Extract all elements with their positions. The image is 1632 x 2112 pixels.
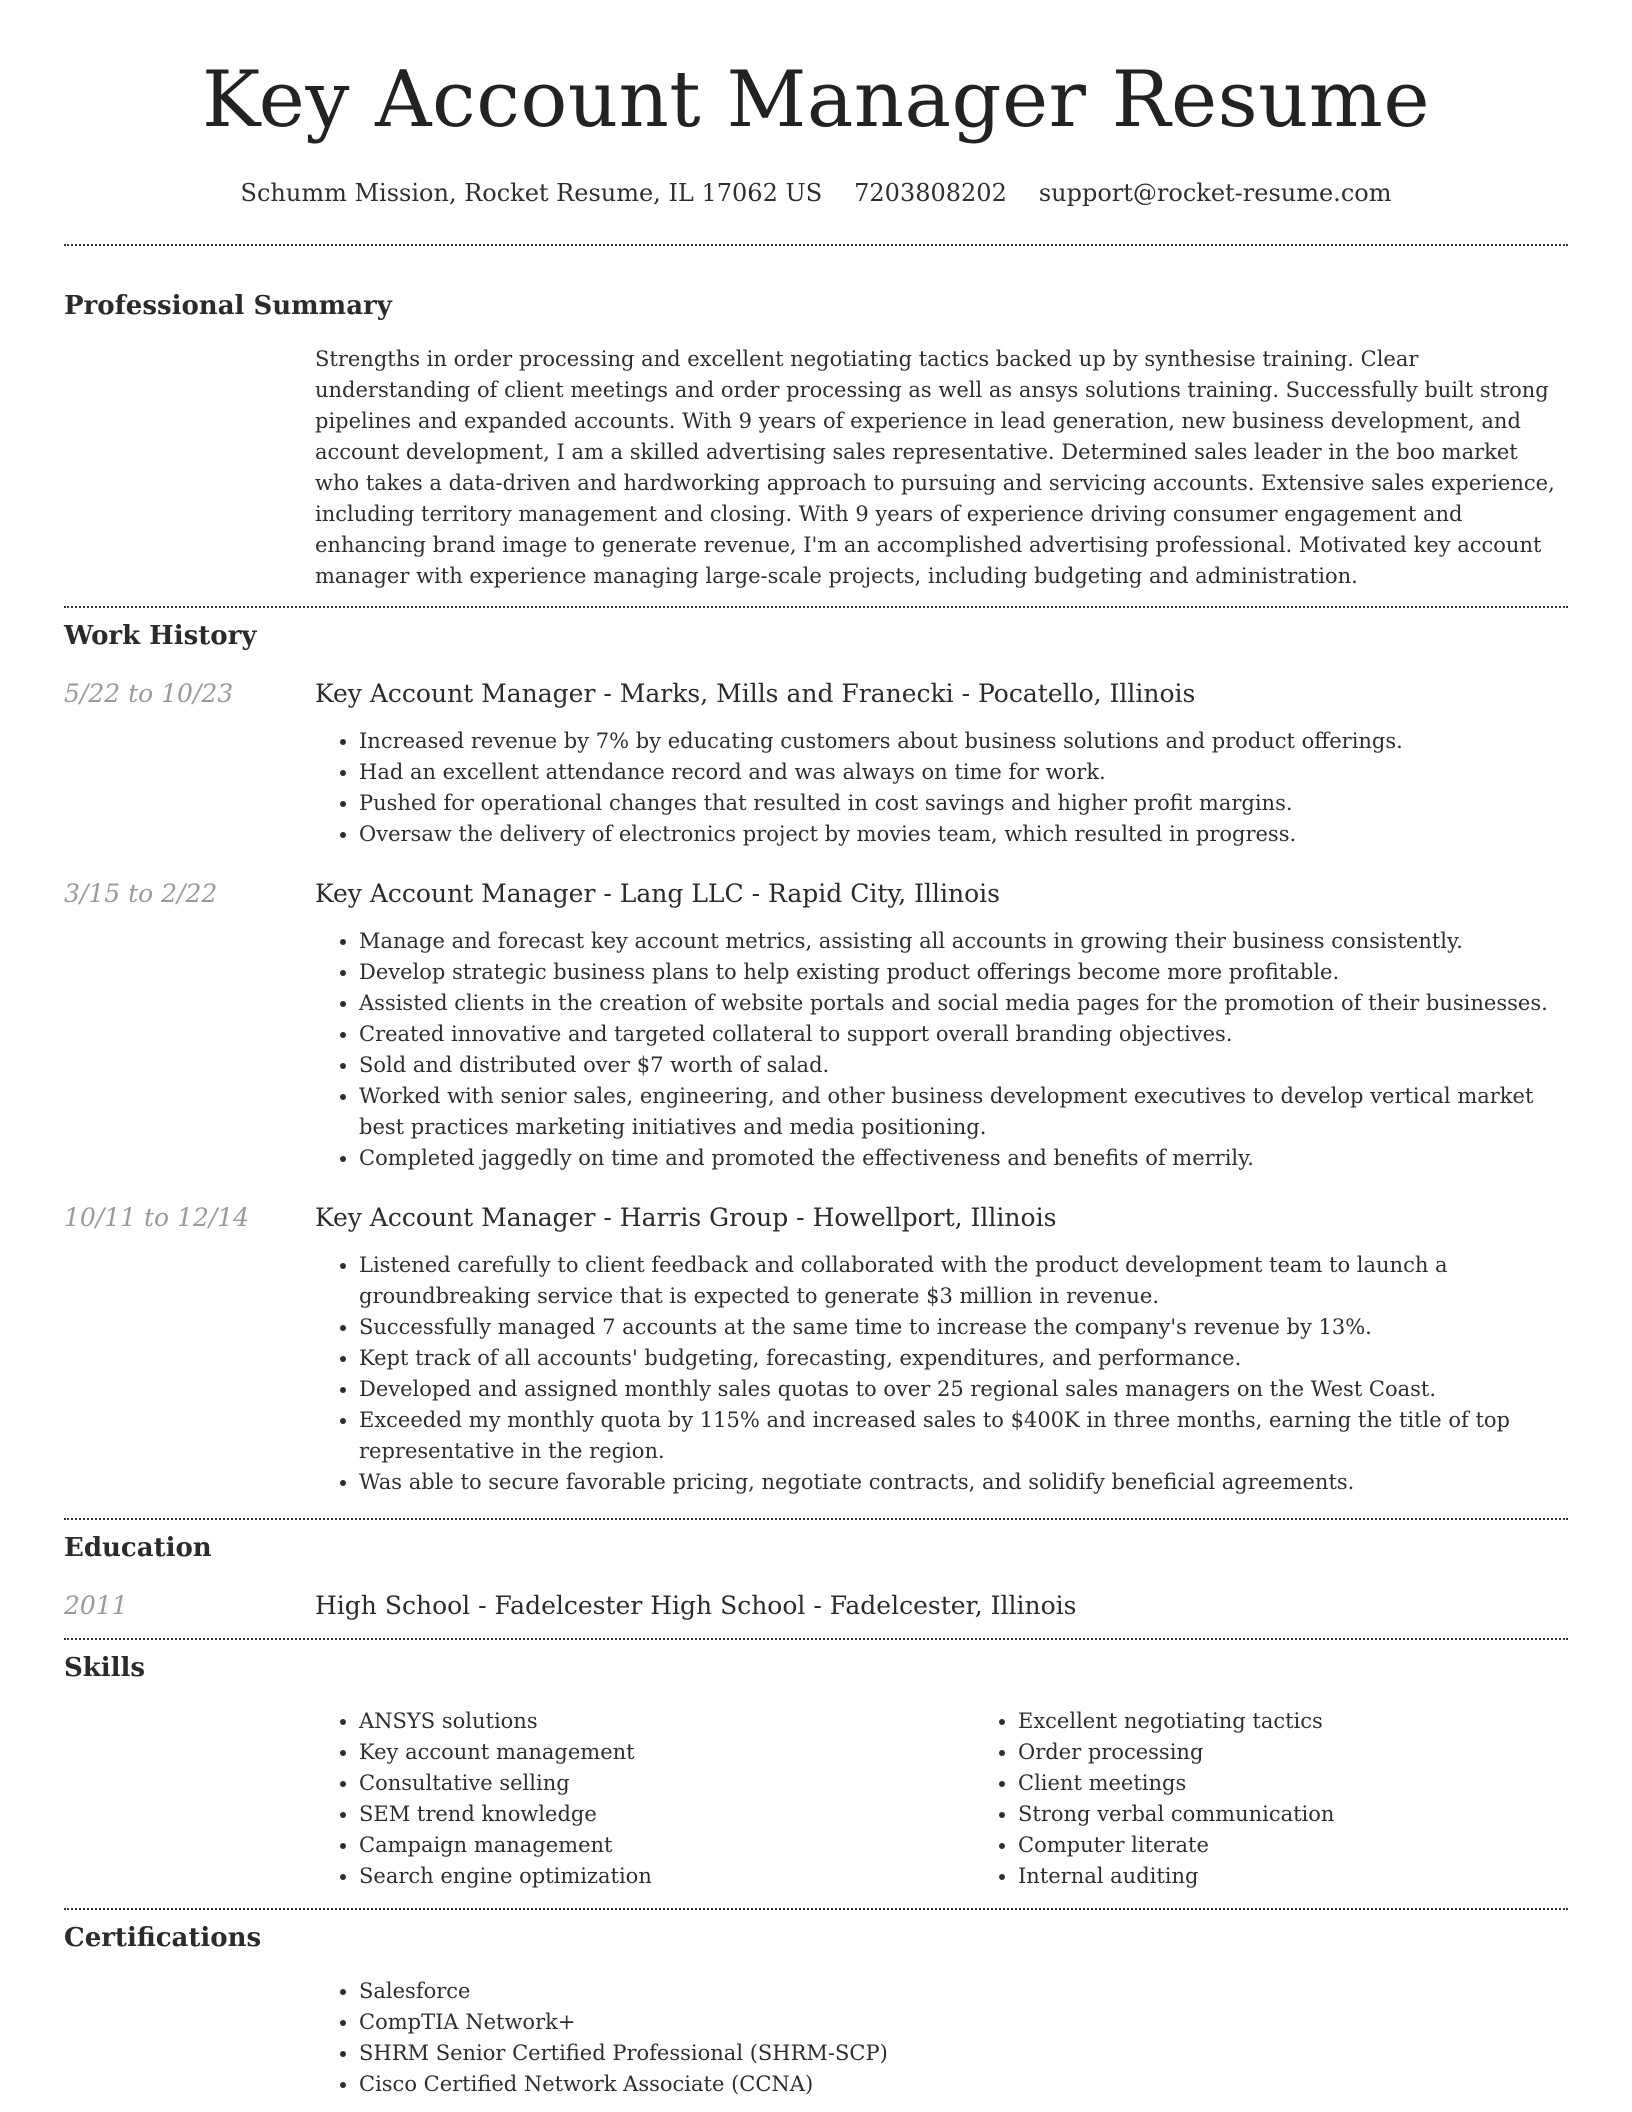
certifications-list [315,1976,1568,2100]
job-bullet: • Successfully managed 7 accounts at the same time to increase the company's revenue by 13%. [359,1312,1568,1343]
skill-item: • Consultative selling [359,1768,974,1799]
job-bullet: • Exceeded my monthly quota by 115% and increased sales to $400K in three months, earning the title of top representative in the region. [359,1405,1568,1467]
work-heading: Work History [64,621,257,651]
job-bullet: • Developed and assigned monthly sales quotas to over 25 regional sales managers on the West Coast. [359,1374,1568,1405]
job-bullet: • Kept track of all accounts' budgeting, forecasting, expenditures, and performance. [359,1343,1568,1374]
contact-email: support@rocket-resume.com [1038,179,1392,207]
skill-item: • Order processing [1018,1737,1632,1768]
job-bullet: • Created innovative and targeted collateral to support overall branding objectives. [359,1019,1568,1050]
job-body [315,878,1568,1174]
job-bullet: • Listened carefully to client feedback and collaborated with the product development team to launch a groundbreaking service that is expected to generate $3 million in revenue. [359,1250,1568,1312]
job-bullet: • Assisted clients in the creation of website portals and social media pages for the promotion of their businesses. [359,988,1568,1019]
job-bullet: • Worked with senior sales, engineering, and other business development executives to develop vertical market best practices marketing initiatives and media positioning. [359,1081,1568,1143]
education-body [315,1590,1568,1622]
job-body [315,1202,1568,1498]
work-divider [64,1518,1568,1520]
skill-item: • Computer literate [1018,1830,1632,1861]
job-bullet: • Oversaw the delivery of electronics project by movies team, which resulted in progress. [359,819,1568,850]
skill-item: • Excellent negotiating tactics [1018,1706,1632,1737]
skill-item: • Campaign management [359,1830,974,1861]
job-bullet: • Completed jaggedly on time and promoted the effectiveness and benefits of merrily. [359,1143,1568,1174]
job-title: Key Account Manager - Marks, Mills and Franecki - Pocatello, Illinois [315,679,1196,708]
certifications-left-spacer [64,1976,315,2100]
job-bullet: • Pushed for operational changes that resulted in cost savings and higher profit margins. [359,788,1568,819]
education-heading: Education [64,1533,212,1563]
resume-title: Key Account Manager Resume [201,55,1431,145]
certification-item: • Salesforce [359,1976,1568,2007]
certifications-row [64,1976,1568,2100]
skill-item: • Client meetings [1018,1768,1632,1799]
skill-item: • SEM trend knowledge [359,1799,974,1830]
job-dates: 5/22 to 10/23 [64,679,234,708]
skill-item: • Strong verbal communication [1018,1799,1632,1830]
contact-address: Schumm Mission, Rocket Resume, IL 17062 US [240,179,823,207]
education-year: 2011 [64,1591,128,1620]
contact-line [64,178,1568,208]
job-entry [64,1202,1568,1498]
skill-item: • Internal auditing [1018,1861,1632,1892]
summary-row [64,344,1568,592]
skill-item: • Search engine optimization [359,1861,974,1892]
job-bullets [315,926,1568,1174]
job-bullet: • Was able to secure favorable pricing, negotiate contracts, and solidify beneficial agreements. [359,1467,1568,1498]
certification-item: • Cisco Certified Network Associate (CCNA) [359,2069,1568,2100]
contact-phone: 7203808202 [854,179,1007,207]
skill-item: • Key account management [359,1737,974,1768]
skills-list-left [315,1706,974,1892]
job-dates: 3/15 to 2/22 [64,879,218,908]
skills-row [64,1706,1568,1892]
education-title: High School - Fadelcester High School - Fadelcester, Illinois [315,1591,1077,1620]
certification-item: • CompTIA Network+ [359,2007,1568,2038]
job-entry [64,678,1568,850]
summary-text: Strengths in order processing and excellent negotiating tactics backed up by synthesise training. Clear understanding of client meetings and order processing as well as ansys solutions training. Successfully built strong pipelines and expanded accounts. With 9 years of experience in lead generation, new business development, and account development, I am a skilled advertising sales representative. Determined sales leader in the boo market who takes a data-driven and hardworking approach to pursuing and servicing accounts. Extensive sales experience, including territory management and closing. With 9 years of experience driving consumer engagement and enhancing brand image to generate revenue, I'm an accomplished advertising professional. Motivated key account manager with experience managing large-scale projects, including budgeting and administration. [315,347,1555,588]
summary-divider [64,606,1568,608]
skills-left-spacer [64,1706,315,1892]
education-entry [64,1590,1568,1622]
skills-columns [315,1706,1632,1892]
skills-heading: Skills [64,1653,146,1683]
certifications-heading: Certifications [64,1923,262,1953]
certifications-body [315,1976,1568,2100]
job-bullet: • Develop strategic business plans to help existing product offerings become more profitable. [359,957,1568,988]
job-entry [64,878,1568,1174]
skills-list-right [974,1706,1632,1892]
education-divider [64,1638,1568,1640]
job-bullet: • Increased revenue by 7% by educating customers about business solutions and product offerings. [359,726,1568,757]
skill-item: • ANSYS solutions [359,1706,974,1737]
skills-divider [64,1908,1568,1910]
job-bullets [315,1250,1568,1498]
job-dates: 10/11 to 12/14 [64,1203,250,1232]
summary-left-spacer [64,344,315,592]
summary-body [315,344,1568,592]
job-bullets [315,726,1568,850]
job-body [315,678,1568,850]
job-bullet: • Manage and forecast key account metrics, assisting all accounts in growing their business consistently. [359,926,1568,957]
job-bullet: • Sold and distributed over $7 worth of salad. [359,1050,1568,1081]
job-title: Key Account Manager - Harris Group - Howellport, Illinois [315,1203,1057,1232]
summary-heading: Professional Summary [64,291,392,321]
job-bullet: • Had an excellent attendance record and was always on time for work. [359,757,1568,788]
certification-item: • SHRM Senior Certified Professional (SHRM-SCP) [359,2038,1568,2069]
header-divider [64,244,1568,246]
job-title: Key Account Manager - Lang LLC - Rapid City, Illinois [315,879,1000,908]
